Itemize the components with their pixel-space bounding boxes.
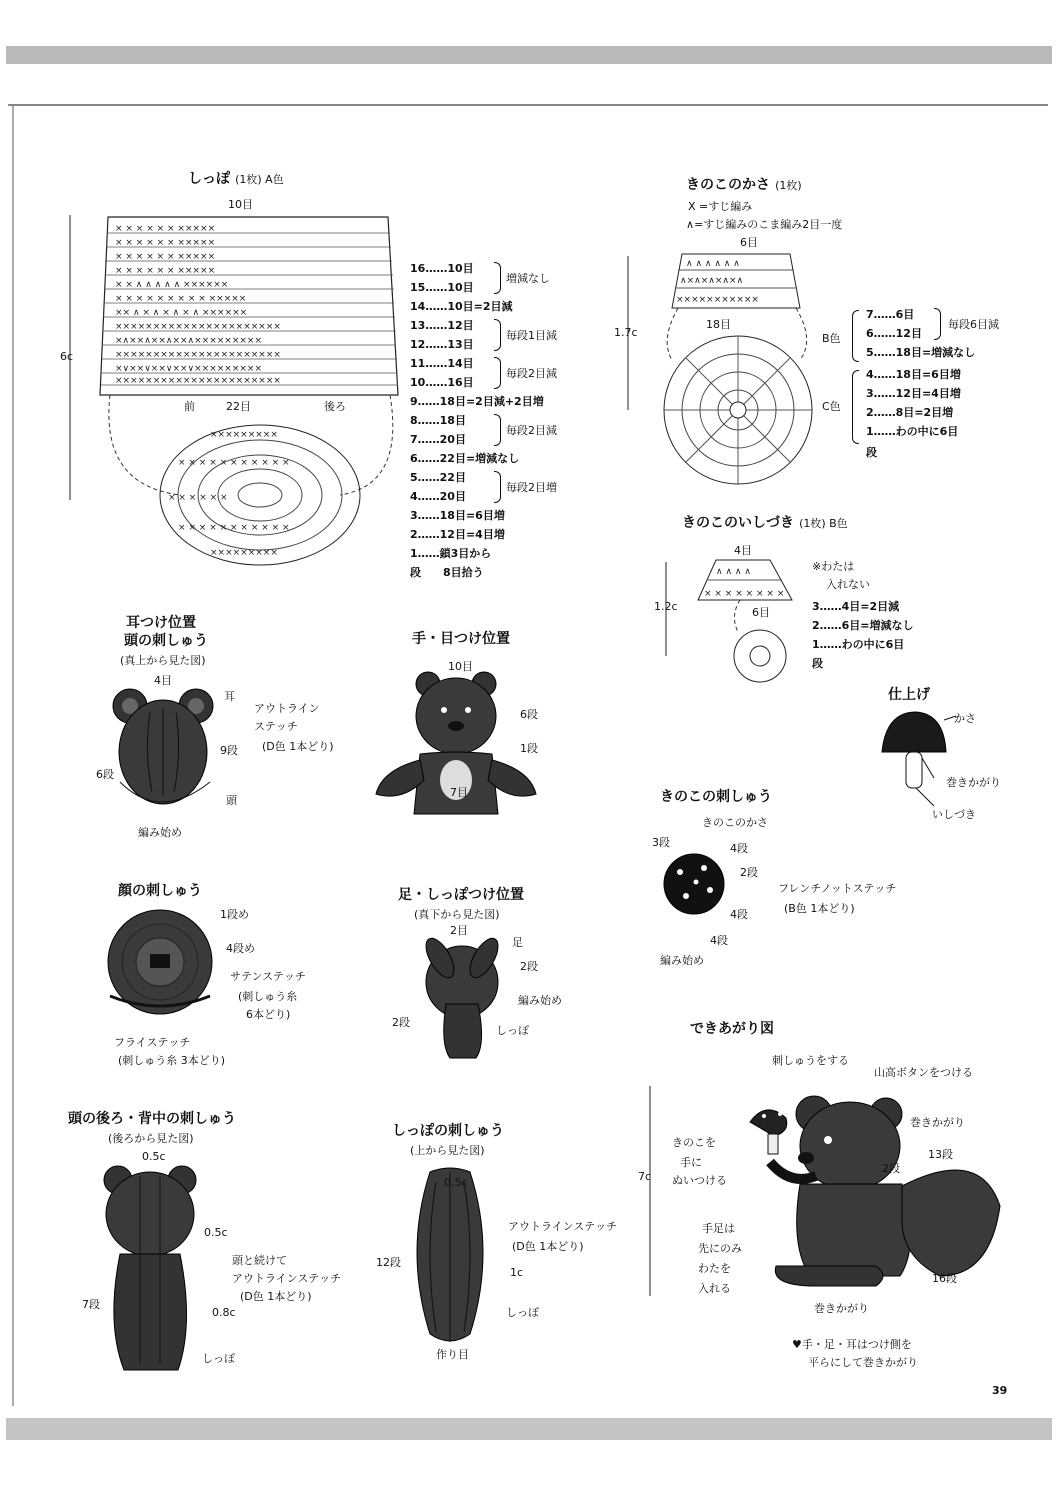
cap-round-row: 3……12目=4目増 [866,387,961,400]
top-border-bar [6,46,1052,64]
finish-stem-label: いしづき [932,808,976,821]
tail-brace-note: 毎段1目減 [506,329,557,342]
svg-text:∧×∧×∧×∧×∧: ∧×∧×∧×∧×∧ [680,276,744,286]
stem-round-row: 2……6目=増減なし [812,619,914,632]
svg-text:× × × × × × × × × ××××: × × × × × × × × × ××××× [115,294,247,304]
tail-round-row: 6……22目=増減なし [410,452,520,465]
tail-emb-12: 12段 [376,1256,401,1269]
svg-text:×× ∧ × ∧ × ∧ × ∧ ××××××: ×× ∧ × ∧ × ∧ × ∧ ×××××× [115,308,248,318]
svg-text:××××××××××××××××××××××: ×××××××××××××××××××××× [115,322,281,332]
tail-round-row: 1……鎖3目から [410,547,492,560]
tail-round-row: 13……12目 [410,319,474,332]
tail-emb-outline: アウトラインステッチ [508,1220,618,1233]
finished-f4: 入れる [698,1282,731,1295]
finished-note-2: 平らにして巻きかがり [808,1356,918,1369]
brace [494,414,501,446]
left-rule [12,106,14,1406]
finished-whip2: 巻きかがり [814,1302,869,1315]
tail-round-row: 3……18目=6目増 [410,509,505,522]
ears-sub: (真上から見た図) [120,654,206,667]
svg-text:× × ∧ ∧ ∧ ∧ ∧ ××: × × ∧ ∧ ∧ ∧ ∧ ×××××× [115,280,229,290]
finished-2: 2段 [882,1162,900,1175]
tail-emb-tail: しっぽ [506,1306,539,1319]
tail-round-table [410,260,610,600]
stem-round-last: 段 [812,657,823,670]
tail-round-row: 2……12目=4目増 [410,528,505,541]
face-label-satin: サテンステッチ [230,970,306,983]
cap-color-b: B色 [822,332,841,345]
ears-title-1: 耳つけ位置 [126,615,196,631]
finish-cap-label: かさ [954,712,976,725]
stem-height-label: 1.2c [654,600,678,613]
tail-round-row: 16……10目 [410,262,474,275]
tail-heading [188,168,284,188]
ears-label-9: 9段 [220,744,238,757]
face-label-fly2: (刺しゅう糸 3本どり) [118,1054,226,1067]
tail-count-label: 22目 [226,400,251,413]
tail-round-row: 7……20目 [410,433,466,446]
ears-label-head: 頭 [226,794,237,807]
mushroom-emb-start: 編み始め [660,954,704,967]
feet-title: 足・しっぽつけ位置 [398,887,524,903]
cap-crochet-chart [620,250,820,460]
finished-f2: 先にのみ [698,1242,742,1255]
finished-whip: 巻きかがり [910,1116,965,1129]
top-rule [8,104,1048,106]
cap-round-row: 5……18目=増減なし [866,346,976,359]
tail-round-row: 5……22目 [410,471,466,484]
ears-label-start: 編み始め [138,826,182,839]
tail-round-row: 8……18目 [410,414,466,427]
finished-f3: わたを [698,1262,731,1275]
feet-label-tail: しっぽ [496,1024,529,1037]
cap-mid-label: 18目 [706,318,731,331]
cap-round-row: 2……8目=2目増 [866,406,954,419]
mushroom-emb-title: きのこの刺しゅう [660,789,772,805]
ears-label-4: 4目 [154,674,172,687]
stem-title: きのこのいしづき [682,515,794,531]
svg-text:× × × × × × × ×: × × × × × × × × [704,589,785,599]
svg-text:× × × × × ×: × × × × × × [168,493,228,503]
face-embroidery-illustration [102,906,232,1026]
feet-label-2a: 2目 [450,924,468,937]
cap-round-table [866,306,1046,466]
mushroom-emb-4a: 4段 [730,842,748,855]
tail-round-row: 11……14目 [410,357,474,370]
tail-round-row: 12……13目 [410,338,474,351]
face-label-1: 1段め [220,908,249,921]
face-label-thread: (刺しゅう糸 [238,990,298,1003]
mushroom-emb-3: 3段 [652,836,670,849]
finished-note-1: ♥手・足・耳はつけ側を [792,1338,912,1351]
stem-round-row: 1……わの中に6目 [812,638,905,651]
finished-mushroom-illustration [876,706,966,806]
svg-text:× × × × ×: × × × × × × ××××× [115,224,216,234]
ears-label-color: (D色 1本どり) [262,740,334,753]
back-embroidery-illustration [100,1164,210,1374]
cap-round-row: 1……わの中に6目 [866,425,959,438]
ears-label-outline: アウトライン [254,702,320,715]
svg-text:×××××××××: ××××××××× [210,548,278,558]
back-title: 頭の後ろ・背中の刺しゅう [68,1111,236,1127]
tail-brace-note: 毎段2目減 [506,367,557,380]
tail-emb-start: 作り目 [436,1348,469,1361]
cap-round-row: 7……6目 [866,308,915,321]
finished-16: 16段 [932,1272,957,1285]
tail-brace-note: 毎段2目減 [506,424,557,437]
finished-f1: 手足は [702,1222,735,1235]
hands-label-10: 10目 [448,660,473,673]
finished-height: 7c [638,1170,652,1183]
stem-round-table [812,598,972,678]
feet-sub: (真下から見た図) [414,908,500,921]
back-label-05b: 0.5c [204,1226,228,1239]
tail-title: しっぽ [188,171,230,187]
brace [852,370,859,444]
tail-emb-1c: 1c [510,1266,524,1279]
tail-emb-sub: (上から見た図) [410,1144,485,1157]
hands-label-6: 6段 [520,708,538,721]
feet-label-2b: 2段 [520,960,538,973]
head-top-view-illustration [100,672,240,822]
cap-round-last: 段 [866,446,877,459]
ears-label-ear: 耳 [224,690,235,703]
finished-13: 13段 [928,1148,953,1161]
tail-emb-color: (D色 1本どり) [512,1240,584,1253]
hands-label-7: 7目 [450,786,468,799]
back-label-05a: 0.5c [142,1150,166,1163]
cap-brace-note: 毎段6目減 [948,318,999,331]
cap-height-label: 1.7c [614,326,638,339]
mushroom-emb-4b: 4段 [730,908,748,921]
brace [494,357,501,389]
ears-label-6: 6段 [96,768,114,781]
tail-back-label: 後ろ [324,400,346,413]
decrease-symbol-icon: ∧ [686,218,695,231]
tail-emb-05: 0.5c [444,1176,468,1189]
ears-label-stitch: ステッチ [254,720,298,733]
tail-round-last: 段 8目拾う [410,566,484,579]
stem-top-label: 4目 [734,544,752,557]
stem-title-note: (1枚) B色 [799,517,848,530]
svg-text:× × × × ×: × × × × × × ××××× [115,238,216,248]
stem-round-row: 3……4目=2目減 [812,600,900,613]
stem-mid-label: 6目 [752,606,770,619]
cap-color-c: C色 [822,400,841,413]
mushroom-emb-cap: きのこのかさ [702,816,768,829]
svg-text:× × × × × × × × × × ×: × × × × × × × × × × × [178,523,290,533]
svg-text:∧ ∧ ∧ ∧ ∧ ∧: ∧ ∧ ∧ ∧ ∧ ∧ [686,259,740,269]
feet-position-illustration [410,934,520,1064]
mushroom-emb-color: (B色 1本どり) [784,902,855,915]
back-sub: (後ろから見た図) [108,1132,194,1145]
page-number: 39 [992,1384,1008,1397]
back-label-cont2: アウトラインステッチ [232,1272,342,1285]
tail-round-row: 14……10目=2目減 [410,300,513,313]
back-label-cont3: (D色 1本どり) [240,1290,312,1303]
back-label-7: 7段 [82,1298,100,1311]
back-label-tail: しっぽ [202,1352,235,1365]
tail-brace-note: 増減なし [506,272,550,285]
brace [934,308,941,340]
face-label-4: 4段め [226,942,255,955]
stem-crochet-chart [660,556,810,686]
stem-heading [682,512,848,532]
finished-hand-3: ぬいつける [672,1174,727,1187]
svg-text:××××××××××××××××××××××: ×××××××××××××××××××××× [115,376,281,386]
tail-brace-note: 毎段2目増 [506,481,557,494]
tail-title-note: (1枚) A色 [235,173,284,186]
hands-label-1: 1段 [520,742,538,755]
face-label-six: 6本どり) [246,1008,291,1021]
brace [494,262,501,294]
back-label-08: 0.8c [212,1306,236,1319]
tail-crochet-chart [60,205,400,585]
svg-text:×××××××××: ××××××××× [210,430,278,440]
brace [494,471,501,503]
brace [494,319,501,351]
mushroom-embroidery-illustration [660,850,730,920]
face-label-fly: フライステッチ [114,1036,191,1049]
finished-title: できあがり図 [690,1021,774,1037]
mushroom-emb-knot: フレンチノットステッチ [778,882,897,895]
svg-text:×∨××∨××∨××∨×××××××××: ×∨××∨××∨××∨××××××××× [115,364,263,374]
cap-heading [686,174,802,194]
svg-text:× × × × × × × × × × ×: × × × × × × × × × × × [178,458,290,468]
brace [852,310,859,362]
cap-legend-1: X =すじ編み [688,200,753,213]
cap-title: きのこのかさ [686,177,770,193]
tail-embroidery-illustration [400,1162,510,1352]
svg-text:×××××××××××: ××××××××××× [676,295,759,305]
cap-round-row: 6……12目 [866,327,922,340]
mushroom-emb-4c: 4段 [710,934,728,947]
ears-title-2: 頭の刺しゅう [124,633,208,649]
cap-top-label: 6目 [740,236,758,249]
svg-text:× × × × ×: × × × × × × ××××× [115,266,216,276]
mushroom-emb-2: 2段 [740,866,758,879]
tail-round-row: 15……10目 [410,281,474,294]
finished-button: 山高ボタンをつける [874,1066,973,1079]
tail-height-label: 6c [60,350,74,363]
svg-text:×∧××∧××∧××∧×××××××××: ×∧××∧××∧××∧××××××××× [115,336,263,346]
back-label-cont1: 頭と続けて [232,1254,287,1267]
tail-front-label: 前 [184,400,195,413]
tail-round-row: 9……18目=2目減+2目増 [410,395,544,408]
stem-note-2: 入れない [826,578,870,591]
cap-title-note: (1枚) [775,179,802,192]
cap-round-row: 4……18目=6目増 [866,368,961,381]
face-title: 顔の刺しゅう [118,883,202,899]
feet-label-foot: 足 [512,936,523,949]
svg-text:× × × × ×: × × × × × × ××××× [115,252,216,262]
finish-title: 仕上げ [888,687,930,703]
finished-hand-2: 手に [680,1156,702,1169]
stem-note-1: ※わたは [812,560,855,573]
bottom-border-bar [6,1418,1052,1440]
tail-top-label: 10目 [228,198,253,211]
hands-title: 手・目つけ位置 [412,631,510,647]
tail-emb-title: しっぽの刺しゅう [392,1123,504,1139]
finish-whip-label: 巻きかがり [946,776,1001,789]
cap-legend-2: ∧=すじ編みのこま編み2目一度 [686,218,843,231]
svg-text:××××××××××××××××××××××: ×××××××××××××××××××××× [115,350,281,360]
feet-label-start: 編み始め [518,994,562,1007]
finished-hand-1: きのこを [672,1136,716,1149]
tail-round-row: 10……16目 [410,376,474,389]
feet-label-2c: 2段 [392,1016,410,1029]
finished-emb: 刺しゅうをする [772,1054,849,1067]
svg-text:∧ ∧ ∧ ∧: ∧ ∧ ∧ ∧ [716,567,751,577]
tail-round-row: 4……20目 [410,490,466,503]
